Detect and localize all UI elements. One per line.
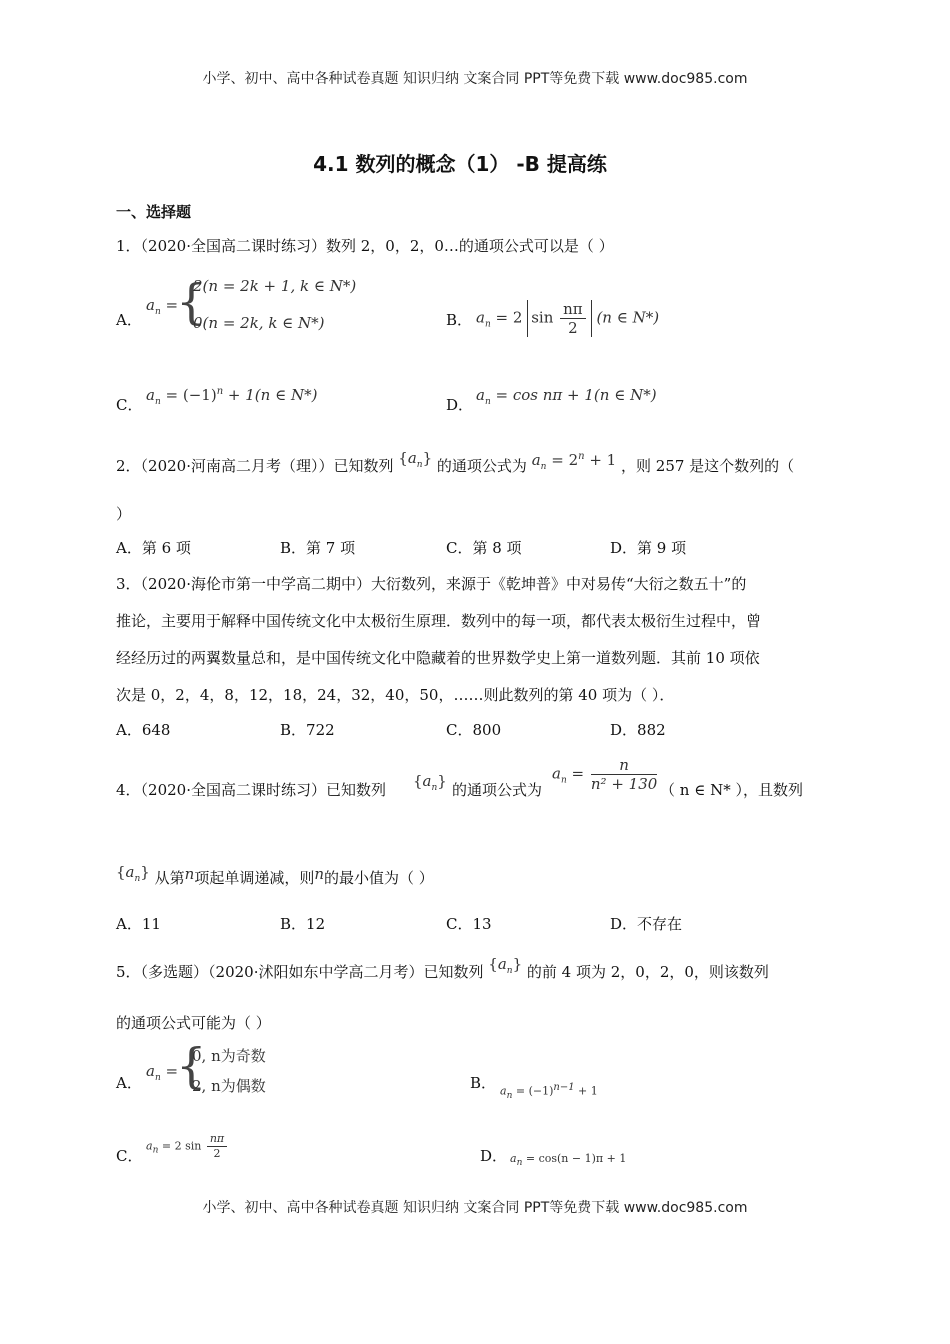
q2-option-b: B．第 7 项 [280, 539, 356, 557]
q4-stem-b: 的通项公式为 [452, 781, 543, 799]
q5-option-d-label: D． [480, 1147, 508, 1165]
q5-stem-a: 5．（多选题）（2020·沭阳如东中学高二月考）已知数列 [116, 963, 484, 981]
q4-stem-a: 4．（2020·全国高二课时练习）已知数列 [116, 781, 386, 799]
q1-option-b-formula [476, 300, 659, 337]
q5-option-a-label: A． [116, 1074, 142, 1092]
q4-option-a: A．11 [116, 915, 161, 933]
footer-banner: 小学、初中、高中各种试卷真题 知识归纳 文案合同 PPT等免费下载 www.doc985.com [202, 1200, 748, 1216]
frac-den: n² + 130 [590, 775, 658, 793]
var-a: a [500, 1084, 507, 1098]
var-a: a [146, 386, 155, 404]
formula-exp: n [578, 451, 585, 462]
sub-n: n [154, 397, 161, 407]
header-banner: 小学、初中、高中各种试卷真题 知识归纳 文案合同 PPT等免费下载 www.doc985.com [202, 71, 748, 87]
q3-line4: 次是 0，2，4，8，12，18，24，32，40，50，……则此数列的第 40 项为（ ）． [116, 686, 675, 704]
var-n: n [184, 865, 195, 883]
var-a: a [407, 449, 417, 467]
sub-n: n [506, 966, 513, 976]
q4-line2 [116, 863, 434, 895]
q5-a-line2: 2, n为偶数 [192, 1077, 266, 1095]
q1-a-line1: 2(n = 2k + 1, k ∈ N*) [193, 277, 357, 295]
q1-option-a-label: A． [116, 311, 142, 329]
q5-option-c-formula [146, 1132, 229, 1161]
q2-stem-c: ，则 257 是这个数列的（ [621, 457, 795, 475]
b-expr: = (−1) [515, 1084, 554, 1098]
q4-seq-an-2 [116, 863, 150, 884]
q4-option-d: D．不存在 [610, 915, 683, 933]
q5-option-b-label: B． [470, 1074, 497, 1092]
q4-option-b: B．12 [280, 915, 326, 933]
q1-option-c-formula [146, 386, 317, 407]
page-title: 4.1 数列的概念（1） -B 提高练 [313, 152, 607, 176]
q4-formula [552, 756, 659, 793]
b-cond: (n ∈ N*) [596, 308, 660, 327]
q1-a-line2: 0(n = 2k, k ∈ N*) [193, 314, 325, 332]
sub-n: n [484, 397, 491, 407]
q5-stem-b: 的前 4 项为 2，0，2，0，则该数列 [526, 963, 769, 981]
section-heading: 一、选择题 [116, 203, 192, 221]
b-tail: + 1 [574, 1084, 598, 1098]
b-fraction [560, 300, 586, 337]
frac-num: nπ [560, 300, 586, 319]
frac-den: 2 [568, 319, 578, 337]
seq-an [398, 449, 433, 470]
q5-a-brace: { [176, 1038, 207, 1094]
rbrace: } [437, 772, 447, 790]
q2-option-c: C．第 8 项 [446, 539, 522, 557]
q2-stem-a: 2．（2020·河南高二月考（理））已知数列 [116, 457, 394, 475]
q5-stem-line2: 的通项公式可能为（ ） [116, 1014, 271, 1032]
q1-option-d-label: D． [446, 396, 474, 414]
q4-fraction [591, 756, 657, 793]
q4-line2-c: 的最小值为（ ） [324, 869, 434, 887]
q1-option-a-formula [146, 296, 178, 317]
lbrace: { [116, 863, 126, 881]
var-a: a [476, 386, 485, 404]
frac-num: n [591, 756, 657, 775]
var-a: a [510, 1152, 517, 1165]
c-exp: n [216, 386, 224, 397]
q5-seq-an [488, 955, 523, 976]
var-n: n [314, 865, 324, 883]
var-a: a [146, 296, 155, 314]
var-a: a [146, 1062, 155, 1080]
q5-option-d-formula [510, 1152, 626, 1168]
lbrace: { [488, 955, 498, 973]
formula-base: = 2 [551, 451, 579, 469]
q2-stem-b: 的通项公式为 [436, 457, 527, 475]
q2-formula [531, 451, 617, 472]
rbrace: } [512, 955, 523, 973]
q3-line2: 推论，主要用于解释中国传统文化中太极衍生原理．数列中的每一项，都代表太极衍生过程中，曾 [116, 612, 762, 630]
q2-stem-line2: ） [116, 505, 132, 523]
b-expr: = 2 [495, 308, 523, 327]
q1-a-brace: { [176, 274, 207, 330]
sub-n: n [152, 1145, 159, 1156]
q1-option-d-formula [476, 386, 657, 407]
sub-n: n [506, 1090, 513, 1101]
sub-n: n [416, 460, 423, 470]
q4-option-c: C．13 [446, 915, 492, 933]
q4-seq-an [413, 772, 447, 793]
rbrace: } [140, 863, 150, 881]
q2-option-a: A．第 6 项 [116, 539, 191, 557]
frac-num: nπ [207, 1132, 227, 1147]
sub-n: n [516, 1158, 523, 1169]
q2-stem-line1 [116, 449, 795, 483]
c-expr: = (−1) [165, 386, 217, 404]
eq-sign: = [165, 296, 179, 314]
q4-cond: （ n ∈ N* ），且数列 [660, 781, 803, 799]
q5-a-line1: 0, n为奇数 [192, 1047, 266, 1065]
q3-option-a: A．648 [116, 721, 171, 739]
q3-option-b: B．722 [280, 721, 335, 739]
var-a: a [146, 1139, 153, 1153]
q4-line2-b: 项起单调递减，则 [194, 869, 315, 887]
q1-option-b-label: B． [446, 311, 473, 329]
q5-stem-line1 [116, 955, 769, 989]
var-a: a [497, 955, 507, 973]
eq-sign: = [165, 1062, 179, 1080]
sub-n: n [431, 783, 438, 793]
c-expr: = 2 sin [161, 1139, 202, 1153]
d-expr: = cos nπ + 1(n ∈ N*) [495, 386, 657, 404]
c-fraction [207, 1132, 227, 1161]
q5-option-c-label: C． [116, 1147, 143, 1165]
sub-n: n [560, 775, 567, 786]
sin-fn: sin [531, 308, 554, 327]
abs-bars [527, 300, 591, 337]
c-tail: + 1(n ∈ N*) [227, 386, 318, 404]
q5-option-b-formula [500, 1082, 598, 1101]
q1-option-c-label: C． [116, 396, 143, 414]
sub-n: n [540, 462, 547, 472]
b-exp: n−1 [553, 1082, 575, 1093]
var-a: a [422, 772, 432, 790]
d-expr: = cos(n − 1)π + 1 [525, 1152, 627, 1165]
q4-line2-a: 从第 [154, 869, 185, 887]
q5-option-a-formula [146, 1062, 178, 1083]
sub-n: n [484, 319, 491, 330]
lbrace: { [413, 772, 423, 790]
sub-n: n [154, 307, 161, 317]
q3-line1: 3．（2020·海伦市第一中学高二期中）大衍数列，来源于《乾坤普》中对易传“大衍之数五十”的 [116, 575, 747, 593]
var-a: a [552, 764, 561, 783]
q1-stem: 1．（2020·全国高二课时练习）数列 2，0，2，0…的通项公式可以是（ ） [116, 237, 614, 255]
var-a: a [531, 451, 541, 469]
formula-tail: + 1 [584, 451, 617, 469]
lbrace: { [398, 449, 408, 467]
var-a: a [125, 863, 135, 881]
var-a: a [476, 308, 485, 327]
q3-option-c: C．800 [446, 721, 502, 739]
rbrace: } [422, 449, 433, 467]
q2-option-d: D．第 9 项 [610, 539, 687, 557]
eq-sign: = [571, 764, 585, 783]
sub-n: n [134, 874, 141, 884]
q3-line3: 经经历过的两翼数量总和，是中国传统文化中隐藏着的世界数学史上第一道数列题．其前 10 项依 [116, 649, 760, 667]
q3-option-d: D．882 [610, 721, 666, 739]
frac-den: 2 [213, 1147, 221, 1160]
sub-n: n [154, 1073, 161, 1083]
